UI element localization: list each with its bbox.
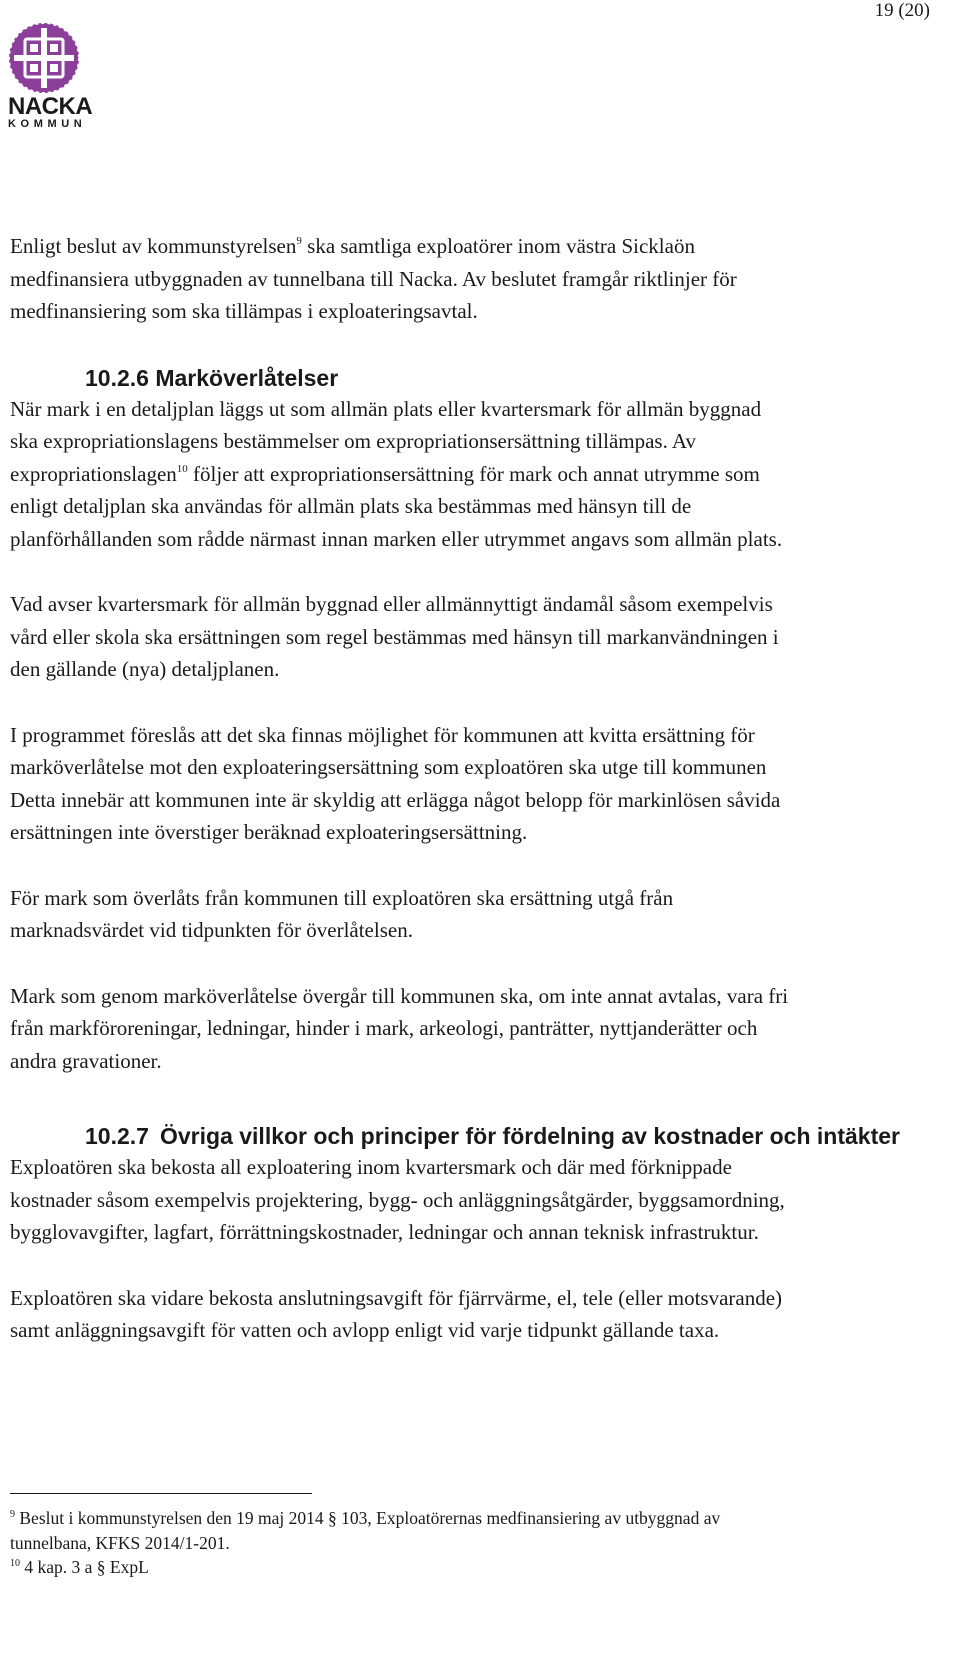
paragraph-expropriation: När mark i en detaljplan läggs ut som allmän plats eller kvartersmark för allmän byggnad ska expropriationslagens bestämmelser om expropriationsersättning tillämpas. Av expropriationslagen$^{10}$ följer att expropriationsersättning för mark och annat utrymme som enligt detaljplan ska användas för allmän plats ska bestämmas med hänsyn till de planförhållanden som rådde närmast innan marken eller utrymmet angavs som allmän plats. bbox=[10, 396, 783, 551]
paragraph-programmet: I programmet föreslås att det ska finnas möjlighet för kommunen att kvitta ersättning för marköverlåtelse mot den exploateringsersättning som exploatören ska utge till kommunen Detta innebär att kommunen inte är skyldig att erlägga något belopp för markinlösen såvida ersättningen inte överstiger beräknad exploateringsersättning. bbox=[10, 722, 781, 844]
paragraph-exploatoren-bekosta: Exploatören ska bekosta all exploatering inom kvartersmark och där med förknippade kostnader såsom exempelvis projektering, bygg- och anläggningsåtgärder, byggsamordning, bygglovavgifter, lagfart, förrättningskostnader, ledningar och annan teknisk infrastruktur. bbox=[10, 1155, 785, 1244]
logo-subtitle: KOMMUN bbox=[8, 118, 87, 130]
footnote-10: $^{10}$ 4 kap. 3 a § ExpL bbox=[10, 1557, 149, 1577]
footnote-ref-9[interactable]: 9 bbox=[296, 235, 302, 247]
footnote-9: $^9$ Beslut i kommunstyrelsen den 19 maj 2014 § 103, Exploatörernas medfinansiering av utbyggnad av bbox=[10, 1508, 721, 1528]
paragraph-overlats: För mark som överlåts från kommunen till exploatören ska ersättning utgå från marknadsvärdet vid tidpunkten för överlåtelsen. bbox=[10, 885, 674, 942]
footnote-9-continued: tunnelbana, KFKS 2014/1-201. bbox=[10, 1532, 230, 1553]
document-body bbox=[10, 230, 950, 1380]
nacka-kommun-logo bbox=[8, 22, 93, 130]
paragraph-markoverlatelse: Mark som genom marköverlåtelse övergår till kommunen ska, om inte annat avtalas, vara fri från markföroreningar, ledningar, hinder i mark, arkeologi, panträtter, nyttjanderätter och andra gravationer. bbox=[10, 983, 789, 1073]
section-heading-10-2-7: 10.2.7 Övriga villkor och principer för fördelning av kostnader och intäkter bbox=[85, 1123, 900, 1149]
page-number: 19 (20) bbox=[874, 0, 930, 21]
paragraph-kvartersmark: Vad avser kvartersmark för allmän byggnad eller allmännyttigt ändamål såsom exempelvis vård eller skola ska ersättningen som regel bestämmas med hänsyn till markanvändningen i den gällande (nya) detaljplanen. bbox=[10, 592, 779, 681]
section-heading-10-2-6: 10.2.6 Marköverlåtelser bbox=[85, 364, 339, 391]
paragraph-anslutningsavgift: Exploatören ska vidare bekosta anslutningsavgift för fjärrvärme, el, tele (eller motsvarande) samt anläggningsavgift för vatten och avlopp enligt vid varje tidpunkt gällande taxa. bbox=[10, 1285, 783, 1342]
nacka-emblem-icon bbox=[8, 22, 80, 94]
logo-name: NACKA bbox=[8, 93, 93, 120]
intro-paragraph: Enligt beslut av kommunstyrelsen$^9$ ska samtliga exploatörer inom västra Sicklaön medfinansiera utbyggnaden av tunnelbana till Nacka. Av beslutet framgår riktlinjer för medfinansiering som ska tillämpas i exploateringsavtal. bbox=[10, 234, 737, 323]
footnotes bbox=[10, 1493, 950, 1580]
footnote-ref-10[interactable]: 10 bbox=[176, 462, 188, 475]
footnote-divider bbox=[10, 1493, 312, 1494]
